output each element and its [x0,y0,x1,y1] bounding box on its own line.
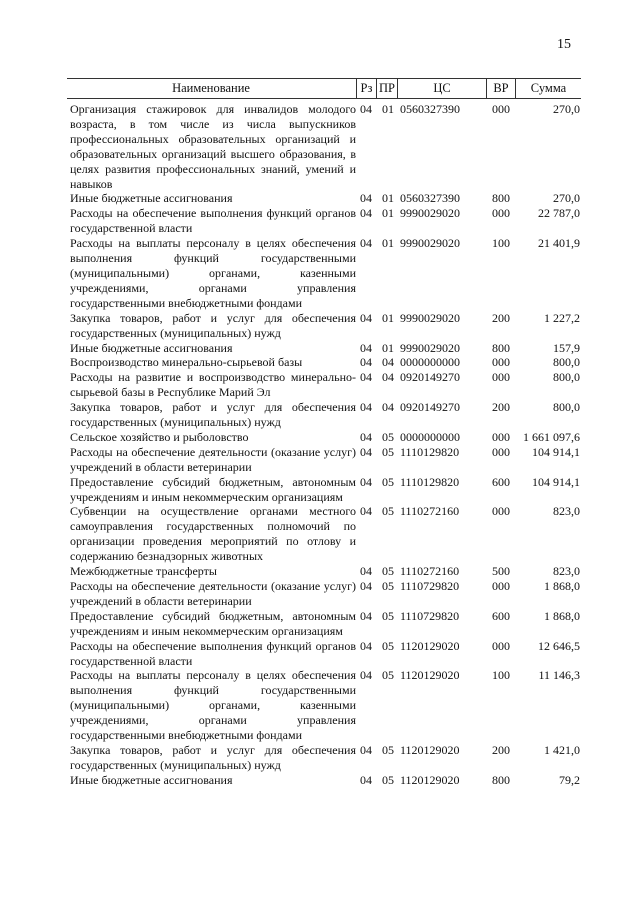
row-sum: 823,0 [553,504,580,519]
row-name: Закупка товаров, работ и услуг для обеспечения государственных (муниципальных) нужд [70,742,356,772]
table-row [70,400,580,430]
table-row [70,355,580,370]
row-vr: 800 [492,340,510,355]
row-vr: 000 [492,429,510,444]
row-cs: 0000000000 [400,355,460,370]
row-sum: 1 868,0 [544,608,580,623]
row-sum: 11 146,3 [538,668,580,683]
row-sum: 1 661 097,6 [523,429,580,444]
row-pr: 04 [382,370,394,385]
row-sum: 800,0 [553,355,580,370]
row-pr: 05 [382,608,394,623]
row-sum: 22 787,0 [538,206,580,221]
column-header-vr: ВР [493,81,509,95]
row-name: Закупка товаров, работ и услуг для обеспечения государственных (муниципальных) нужд [70,310,356,340]
row-name: Сельское хозяйство и рыболовство [70,429,249,444]
row-cs: 0560327390 [400,102,460,116]
row-pr: 05 [382,444,394,459]
row-cs: 1120129020 [400,772,460,787]
row-rz: 04 [360,102,372,116]
row-cs: 1120129020 [400,668,460,683]
row-pr: 05 [382,668,394,683]
row-rz: 04 [360,564,372,579]
row-vr: 000 [492,370,510,385]
row-sum: 270,0 [553,191,580,206]
row-cs: 1110129820 [400,474,460,489]
table-row [70,639,580,669]
row-vr: 000 [492,102,510,116]
row-cs: 0920149270 [400,400,460,415]
table-row [70,236,580,311]
table-row [70,191,580,206]
row-name: Расходы на развитие и воспроизводство минерально-сырьевой базы в Республике Марий Эл [70,370,356,400]
row-name: Расходы на обеспечение деятельности (оказание услуг) учреждений в области ветеринарии [70,444,356,474]
row-cs: 1110729820 [400,608,460,623]
row-name: Межбюджетные трансферты [70,564,217,579]
row-name: Воспроизводство минерально-сырьевой базы [70,355,303,370]
row-pr: 05 [382,579,394,593]
row-name: Расходы на обеспечение выполнения функций органов государственной власти [70,206,356,236]
row-vr: 200 [492,742,510,757]
row-name: Закупка товаров, работ и услуг для обеспечения государственных (муниципальных) нужд [70,400,356,430]
row-rz: 04 [360,206,372,221]
row-vr: 000 [492,355,510,370]
row-cs: 0000000000 [400,429,460,444]
row-rz: 04 [360,668,372,683]
row-cs: 9990029020 [400,340,460,355]
column-header-cs: ЦС [433,81,451,95]
row-vr: 800 [492,191,510,206]
row-vr: 100 [492,668,510,683]
row-name: Предоставление субсидий бюджетным, автономным учреждениям и иным некоммерческим организациям [70,608,356,638]
row-rz: 04 [360,191,372,206]
row-cs: 9990029020 [400,236,460,251]
row-pr: 05 [382,638,394,653]
row-vr: 600 [492,608,510,623]
row-vr: 800 [492,772,510,787]
row-pr: 05 [382,564,394,579]
row-sum: 1 868,0 [544,579,580,593]
row-sum: 157,9 [553,340,580,355]
row-vr: 000 [492,504,510,519]
table-row [70,773,580,788]
row-rz: 04 [360,772,372,787]
row-sum: 1 227,2 [544,310,580,325]
table-row [70,445,580,475]
row-sum: 104 914,1 [532,444,580,459]
row-name: Расходы на выплаты персоналу в целях обеспечения выполнения функций государственными (муниципальными) органами, казенными учреждениями, органами управления государственными внебюджетными фондами [70,236,356,310]
row-name: Иные бюджетные ассигнования [70,191,233,206]
row-pr: 01 [382,236,394,251]
table-row [70,206,580,236]
page-number: 15 [557,37,571,52]
table-row [70,579,580,609]
row-vr: 000 [492,206,510,221]
table-row [70,504,580,564]
row-rz: 04 [360,400,372,415]
row-sum: 104 914,1 [532,474,580,489]
table-row [70,102,580,191]
row-name: Расходы на обеспечение выполнения функций органов государственной власти [70,638,356,668]
row-rz: 04 [360,742,372,757]
row-cs: 1120129020 [400,742,460,757]
row-name: Иные бюджетные ассигнования [70,340,233,355]
row-cs: 0560327390 [400,191,460,206]
row-pr: 01 [382,310,394,325]
row-cs: 1110129820 [400,444,460,459]
row-rz: 04 [360,310,372,325]
row-rz: 04 [360,474,372,489]
row-name: Иные бюджетные ассигнования [70,772,233,787]
table-row [70,311,580,341]
row-rz: 04 [360,429,372,444]
row-name: Субвенции на осуществление органами местного самоуправления государственных полномочий по организации проведения мероприятий по отлову и содержанию безнадзорных животных [70,504,356,564]
row-cs: 1110272160 [400,504,460,519]
row-cs: 9990029020 [400,206,460,221]
table-row [70,564,580,579]
table-row [70,743,580,773]
row-pr: 04 [382,400,394,415]
row-pr: 01 [382,206,394,221]
row-vr: 600 [492,474,510,489]
table-row [70,668,580,743]
row-pr: 05 [382,742,394,757]
row-vr: 200 [492,310,510,325]
row-sum: 79,2 [559,772,580,787]
budget-table-body [70,102,580,788]
row-cs: 0920149270 [400,370,460,385]
row-cs: 1110272160 [400,564,460,579]
column-header-pr: ПР [379,81,395,95]
row-rz: 04 [360,608,372,623]
table-row [70,341,580,356]
row-vr: 500 [492,564,510,579]
row-pr: 05 [382,474,394,489]
row-cs: 1120129020 [400,638,460,653]
row-vr: 100 [492,236,510,251]
row-name: Предоставление субсидий бюджетным, автономным учреждениям и иным некоммерческим организациям [70,474,356,504]
table-row [70,370,580,400]
table-header [67,78,581,99]
row-sum: 823,0 [553,564,580,579]
row-sum: 21 401,9 [538,236,580,251]
row-cs: 9990029020 [400,310,460,325]
row-sum: 1 421,0 [544,742,580,757]
column-header-sum: Сумма [530,81,567,95]
row-vr: 000 [492,444,510,459]
row-vr: 000 [492,638,510,653]
row-cs: 1110729820 [400,579,460,593]
table-row [70,475,580,505]
row-rz: 04 [360,236,372,251]
row-pr: 04 [382,355,394,370]
row-sum: 270,0 [553,102,580,116]
row-sum: 800,0 [553,370,580,385]
row-name: Расходы на выплаты персоналу в целях обеспечения выполнения функций государственными (муниципальными) органами, казенными учреждениями, органами управления государственными внебюджетными фондами [70,668,356,743]
row-rz: 04 [360,504,372,519]
table-row [70,609,580,639]
row-pr: 05 [382,772,394,787]
row-name: Организация стажировок для инвалидов молодого возраста, в том числе из числа выпускников профессиональных образовательных организаций и образовательных организаций высшего образования, в целях развития профессиональных знаний, умений и навыков [70,102,356,191]
row-rz: 04 [360,340,372,355]
row-rz: 04 [360,638,372,653]
row-sum: 800,0 [553,400,580,415]
row-pr: 01 [382,191,394,206]
row-vr: 000 [492,579,510,593]
row-pr: 01 [382,102,394,116]
row-rz: 04 [360,355,372,370]
column-header-rz: Рз [360,81,373,95]
row-rz: 04 [360,444,372,459]
row-vr: 200 [492,400,510,415]
table-row [70,430,580,445]
row-name: Расходы на обеспечение деятельности (оказание услуг) учреждений в области ветеринарии [70,579,356,608]
row-rz: 04 [360,370,372,385]
row-pr: 05 [382,429,394,444]
row-rz: 04 [360,579,372,593]
row-pr: 01 [382,340,394,355]
column-header-name: Наименование [172,81,250,95]
row-pr: 05 [382,504,394,519]
row-sum: 12 646,5 [538,638,580,653]
